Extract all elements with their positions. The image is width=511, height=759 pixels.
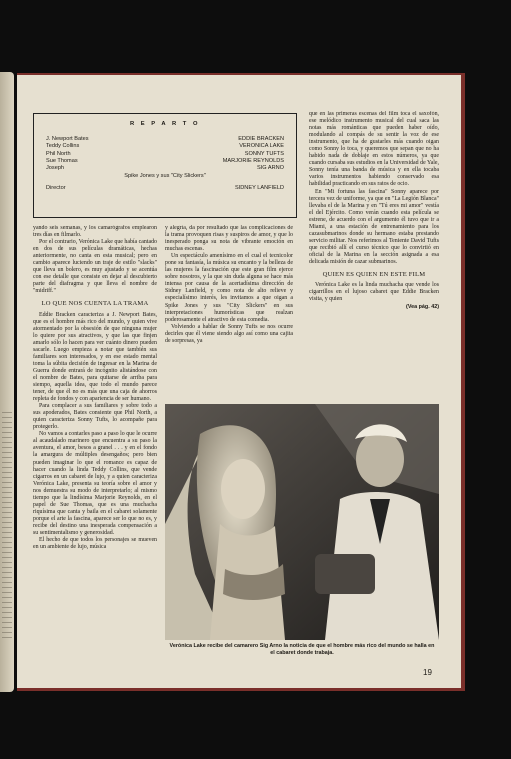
continued-reference: (Vea pág. 42) (406, 304, 439, 311)
magazine-page (17, 73, 465, 691)
cast-box (33, 113, 297, 218)
director-row (46, 185, 284, 192)
page-number: 19 (423, 668, 432, 677)
section-heading-plot: LO QUE NOS CUENTA LA TRAMA (41, 300, 149, 308)
paragraph: y alegría, da por resultado que las complicaciones de la trama provoquen risas y suspiros de amor, y que lo inesperado ponga su nota de vibrante emoción en muchas escenas. (165, 225, 293, 253)
cast-row: Joseph SIG ARNO (46, 165, 284, 172)
paragraph: El hecho de que todos los personajes se mueven en un ambiente de lujo, música (33, 537, 157, 551)
cast-row: J. Newport Bates EDDIE BRACKEN (46, 136, 284, 143)
section-heading-cast: QUIEN ES QUIEN EN ESTE FILM (322, 271, 426, 279)
paragraph: Para complacer a sus familiares y sobre todo a sus apoderados, Bates consiente que Phil North, a quien caracteriza Sonny Tufts, lo acompañe para protegerlo. (33, 403, 157, 431)
cast-row: Teddy Collins VERONICA LAKE (46, 143, 284, 150)
cast-row: Sue Thomas MARJORIE REYNOLDS (46, 157, 284, 164)
paragraph: Verónica Lake es la linda muchacha que vende los cigarrillos en el lujoso cabaret que Eddie Bracken visita, y quien (309, 282, 439, 303)
paragraph: Eddie Bracken caracteriza a J. Newport Bates, que es el hombre más rico del mundo, y quien vive atormentado por la obsesión de que ninguna mujer lo quiere por sus atractivos, y que las que finjen amarlo sólo lo hacen para ver cuánto dinero pueden sacarle. Luego empieza a notar que también sus familiares son interesados, y en ese estado mental toma la súbita decisión de ingresar en la Marina de Guerra donde entrará de incógnito alistándose con el nombre de Bates, para quitarse de arriba para siempo, aquella idea, que todo el mundo parece tener, de que él no es más que una caja de ahorros repleta de fondos y con apariencia de ser humano. (33, 311, 157, 403)
paragraph: No vamos a contarles paso a paso lo que le ocurre al acaudalado marinero que encuentra a su paso la aventura, el amor, besos a granel . . . y en el fondo la amargura de múltiples desengaños; pero bien pueden imaginar lo que el romance es capaz de hacer cuando la linda Teddy Collins, que vende cigarros en un cabaret de lujo, y a quien caracteriza Verónica Lake, presenta su teoría sobre el amor y nos demuestra su modo de interpretarlo; al mismo tiempo que la lindísima Marjorie Reynolds, en el papel de Sue Thomas, que es una muchacha riquísima que canta y baila en el cabaret solamente porque el arte la fascina, aparece ser lo que no es, y recibe del destino una inesperada compensación a su sentimentalismo y generosidad. (33, 431, 157, 536)
article-column-1 (33, 225, 157, 695)
director-label: Director (46, 185, 66, 192)
photo-caption: Verónica Lake recibe del camarero Sig Arno la noticia de que el hombre más rico del mundo se halla en el cabaret donde trabaja. (169, 643, 435, 656)
paragraph: En "Mi fortuna las fascina" Sonny aparece por tercera vez de uniforme, ya que en "La Legión Blanca" llevaba el de la Marina y en "Tú eres mi amor" vestía el del Ejército. Como verán cuando esta película se estrene, de acuerdo con el argumento él tuvo que ir a Miami, a una estación de entrenamiento para los cazasubmarinos donde su hermano estaba prestando servicio militar. Nos referimos al Teniente David Tufts que recibió allí el curso técnico que lo convirtió en oficial de la Marina en la sección asignada a esa delicada misión de cazar submarinos. (309, 188, 439, 265)
paragraph: Por el contrario, Verónica Lake que había cantado en dos de sus películas dramáticas, hechas anteriormente, no canta en esta musical; pero en cambio aparece luciendo un traje de estilo "slacks" que lleva un bolero, es muy ajustado y se acentúa con ese detalle que consiste en dejar al descubierto parte del diafragma y que lleva el nombre de "midriff." (33, 239, 157, 295)
film-still-photo (165, 404, 439, 640)
film-still-illustration (165, 404, 439, 640)
paragraph: Volviendo a hablar de Sonny Tufts se nos ocurre decirles que él viene siendo algo así como una cajita de sorpresas, ya (165, 323, 293, 344)
cast-row: Phil North SONNY TUFTS (46, 150, 284, 157)
facing-page-edge (0, 72, 14, 692)
article-column-2 (165, 225, 293, 401)
paragraph: que en las primeras escenas del film toca el saxofón, ese melódico instrumento musical del cual saca las notas más románticas que pueden haber oído, modulando al compás de su sentir la voz de ese instrumento, que ha de gustarles más cuando oigan como Sonny lo toca, y queremos que sepan que no ha habido nada de doblaje en estos números, ya que cuando cursaba sus estudios en la Universidad de Yale, Sonny tenía una banda de música y en ella tocaba varios instrumentos habiendo conservado esa habilidad practicando en sus ratos de ocio. (309, 111, 439, 188)
director-name: SIDNEY LANFIELD (234, 185, 284, 192)
band-credit: Spike Jones y sus "City Slickers" (124, 173, 206, 180)
cast-title: R E P A R T O (130, 121, 200, 127)
paragraph: Un espectáculo amenísimo en el cual el tecnicolor pone su fantasía, la música su encanto y la belleza de las mujeres la fascinación que este gran film ejerce sobre nosotros, y la que sin duda alguna se hace más intensa por causa de la acertadísima dirección de Sidney Lanfield, y como nota de alto relieve y especialísimo interés, les invitamos a que oigan a Spike Jones y sus "City Slickers" en sus interpretaciones humorísticas que realzan poderosamente el atractivo de esta comedia. (165, 253, 293, 323)
article-column-3 (309, 111, 439, 423)
paragraph: yando seis semanas, y los camarógrafos emplearon tres días en filmarlo. (33, 225, 157, 239)
